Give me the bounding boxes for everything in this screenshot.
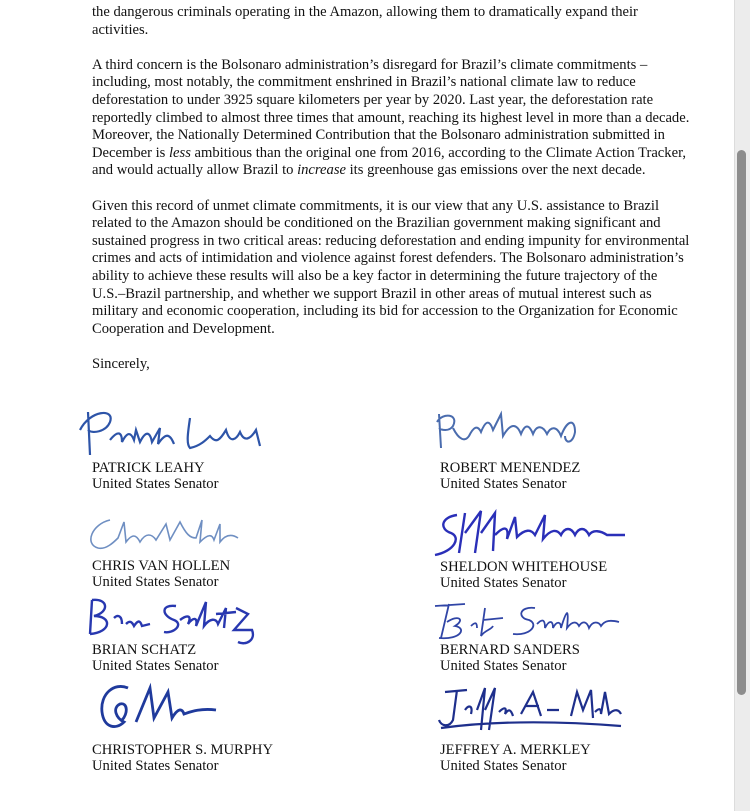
signature-whitehouse	[425, 505, 635, 559]
emphasis-less: less	[169, 144, 191, 161]
signature-murphy	[70, 678, 240, 742]
signatory-title: United States Senator	[92, 658, 219, 674]
signature-schatz	[70, 590, 270, 648]
signatory-name: JEFFREY A. MERKLEY	[440, 742, 591, 758]
closing: Sincerely,	[92, 355, 150, 372]
paragraph-3: Given this record of unmet climate commitments, it is our view that any U.S. assistance to Brazil related to the Amazon should be conditioned on the Brazilian government making significant and sustained progress in two critical areas: reducing deforestation and ending impunity for environmental crimes and acts of intimidation and violence against forest defenders. The Bolsonaro administration’s ability to achieve these results will also be a key factor in determining the future trajectory of the U.S.–Brazil partnership, and whether we support Brazil in other areas of mutual interest such as military and economic cooperation, including its bid for accession to the Organization for Economic Cooperation and Development.	[92, 197, 690, 337]
signature-leahy	[70, 400, 280, 462]
signatory-name: ROBERT MENENDEZ	[440, 460, 581, 476]
signatory-title: United States Senator	[92, 574, 219, 590]
signature-block-van-hollen	[70, 508, 370, 598]
paragraph-2-text-c: its greenhouse gas emissions over the next decade.	[345, 162, 646, 179]
signatory-title: United States Senator	[440, 658, 567, 674]
signatory-name: BERNARD SANDERS	[440, 642, 580, 658]
signature-menendez	[425, 400, 605, 462]
emphasis-increase: increase	[297, 162, 346, 179]
signatory-name: PATRICK LEAHY	[92, 460, 205, 476]
paragraph-2-text-a: A third concern is the Bolsonaro administration’s disregard for Brazil’s climate commitments – including, most notably, the commitment enshrined in Brazil’s national climate law to reduce deforestation to under 3925 square kilometers per year by 2020. Last year, the deforestation rate reportedly climbed to almost three times that amount, reaching its highest level in more than a decade. Moreover, the Nationally Determined Contribution that the Bolsonaro administration submitted in December is	[92, 56, 690, 161]
signature-block-whitehouse	[425, 505, 725, 598]
signatory-title: United States Senator	[440, 476, 567, 492]
signature-sanders	[425, 596, 625, 644]
vertical-scrollbar[interactable]	[737, 150, 746, 695]
signatory-title: United States Senator	[92, 758, 219, 774]
signature-block-schatz	[70, 590, 370, 680]
signatory-title: United States Senator	[440, 758, 567, 774]
signature-block-menendez	[425, 400, 725, 495]
signatory-name: CHRIS VAN HOLLEN	[92, 558, 231, 574]
signature-block-merkley	[425, 680, 725, 778]
signatory-title: United States Senator	[440, 575, 567, 591]
signature-block-murphy	[70, 678, 370, 778]
letter-body	[92, 4, 690, 391]
signature-merkley	[425, 680, 625, 740]
paragraph-1: the dangerous criminals operating in the Amazon, allowing them to dramatically expand their activities.	[92, 4, 638, 38]
signatory-title: United States Senator	[92, 476, 219, 492]
paragraph-2	[92, 57, 690, 180]
signatory-name: BRIAN SCHATZ	[92, 642, 197, 658]
signatory-name: CHRISTOPHER S. MURPHY	[92, 742, 273, 758]
signature-block-sanders	[425, 596, 725, 680]
signature-block-leahy	[70, 400, 370, 495]
signature-van-hollen	[70, 508, 260, 558]
signatory-name: SHELDON WHITEHOUSE	[440, 559, 608, 575]
paragraph-2-text-b: ambitious than the original one from 2016, according to the Climate Action Tracker, and would actually allow Brazil to	[92, 144, 686, 179]
